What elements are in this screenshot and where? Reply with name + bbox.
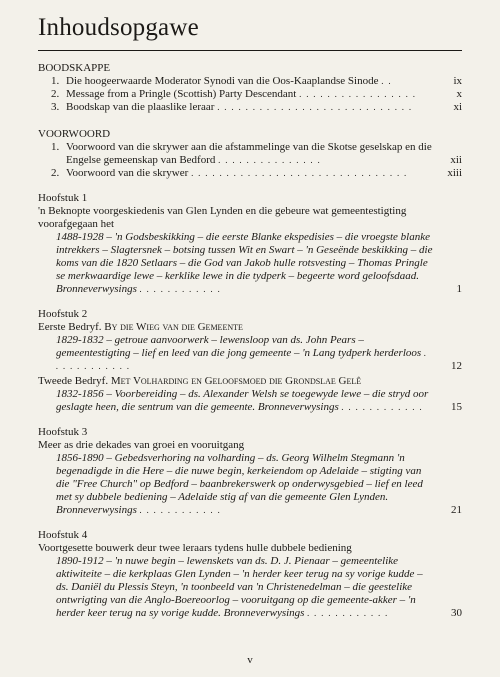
chapter-title-4[interactable]: Voortgesette bouwerk deur twee leraars tydens hulle dubbele bediening — [38, 542, 352, 554]
chapter-description-1 — [38, 231, 462, 296]
page-number: xiii — [447, 167, 462, 179]
act-label: Eerste Bedryf. — [38, 321, 102, 333]
page-number: x — [456, 88, 462, 100]
toc-entry[interactable] — [38, 101, 462, 114]
dot-leader: . . . . . . . . . . . . . . . . . — [299, 89, 417, 99]
chapter-description-4 — [38, 555, 462, 620]
page-number: 15 — [451, 401, 462, 413]
chapter-heading-3: Hoofstuk 3 — [38, 426, 88, 438]
description-text: 1832-1856 – Voorbereiding – ds. Alexander Welsh se toegewyde lewe – die stryd oor geslagte heen, die sentrum van die gemeente. Bronneverwysings — [56, 388, 429, 413]
chapter-heading-2: Hoofstuk 2 — [38, 308, 88, 320]
toc-entry[interactable] — [38, 88, 462, 101]
chapter-heading-1: Hoofstuk 1 — [38, 192, 88, 204]
entry-number: 1. — [51, 141, 60, 153]
description-text: 1856-1890 – Gebedsverhoring na volharding – ds. Georg Wilhelm Stegmann 'n begenadigde in die Here – die nuwe begin, kerkeiendom op Adelaide – stigting van die "Free Church" op Bedford – baanbrekerswerk op onderwysgebied – lief en leed met sy dubbele bediening – Adelaide stig af van die gemeente Glen Lynden. Bronneverwysings — [56, 452, 423, 516]
entry-number: 2. — [51, 167, 60, 179]
chapter-heading-4: Hoofstuk 4 — [38, 529, 88, 541]
chapter-title-3[interactable]: Meer as drie dekades van groei en vooruitgang — [38, 439, 245, 451]
description-text: 1890-1912 – 'n nuwe begin – lewenskets van ds. D. J. Pienaar – gemeentelike aktiwiteite – die kerkplaas Glen Lynden – 'n herder keer terug na sy vorige kudde – ds. Daniël du Plessis Steyn, 'n toonbeeld van 'n Christenedelman – die geestelike ontwrigting van die Anglo-Boereoorlog – vooruitgang op die gemeente-akker – 'n herder keer terug na sy vorige kudde. Bronneverwysings — [56, 555, 423, 619]
act-title-1[interactable] — [38, 321, 462, 334]
dot-leader: . . . . . . . . . . . . . . . . . . . . . . . . . . . . . . . — [191, 168, 408, 178]
title-rule — [38, 50, 462, 51]
entry-number: 1. — [51, 75, 60, 87]
act-description-1 — [38, 334, 462, 373]
entry-text: Message from a Pringle (Scottish) Party Descendant — [66, 88, 297, 100]
entry-text: Boodskap van die plaaslike leraar — [66, 101, 215, 113]
dot-leader: . . . . . . . . . . . . — [56, 348, 428, 371]
section-heading-boodskappe: BOODSKAPPE — [38, 62, 111, 74]
chapter-description-3 — [38, 452, 462, 517]
act-name: Met Volharding en Geloofsmoed die Grondslae Gelê — [110, 375, 362, 387]
entry-text: Die hoogeerwaarde Moderator Synodi van die Oos-Kaaplandse Sinode — [66, 75, 379, 87]
description-text: 1829-1832 – getroue aanvoorwerk – lewensloop van ds. John Pears – gemeentestigting – lief en leed van die jong gemeente – 'n Lang tydperk herderloos — [56, 334, 422, 359]
toc-entry[interactable] — [38, 75, 462, 88]
page-number: 1 — [456, 283, 462, 295]
dot-leader: . . . . . . . . . . . . — [307, 608, 389, 618]
page-number: ix — [453, 75, 462, 87]
dot-leader: . . . . . . . . . . . . — [139, 505, 222, 515]
page-number: xii — [450, 154, 462, 166]
dot-leader: . . . . . . . . . . . . — [341, 402, 424, 412]
page-folio: v — [247, 654, 253, 666]
entry-text: Voorwoord van die skrywer — [66, 167, 189, 179]
dot-leader: . . — [381, 76, 392, 86]
page-number: 30 — [451, 607, 462, 619]
dot-leader: . . . . . . . . . . . . . . . . . . . . . . . . . . . . — [217, 102, 413, 112]
act-title-2[interactable] — [38, 375, 462, 388]
section-heading-voorwoord: VOORWOORD — [38, 128, 111, 140]
entry-text: Voorwoord van die skrywer aan die afstammelinge van die Skotse geselskap en die Engelse gemeenskap van Bedford — [66, 141, 432, 166]
act-name: By die Wieg van die Gemeente — [104, 321, 243, 333]
toc-content — [38, 56, 462, 620]
page-number: 12 — [451, 360, 462, 372]
page-number: xi — [453, 101, 462, 113]
toc-entry[interactable] — [38, 167, 462, 180]
dot-leader: . . . . . . . . . . . . . . . — [218, 155, 322, 165]
page-number: 21 — [451, 504, 462, 516]
page-title: Inhoudsopgawe — [38, 14, 199, 41]
entry-number: 2. — [51, 88, 60, 100]
chapter-title-1[interactable]: 'n Beknopte voorgeskiedenis van Glen Lynden en die gebeure wat gemeentestigting voorafgegaan het — [38, 205, 407, 230]
description-text: 1488-1928 – 'n Godsbeskikking – die eerste Blanke ekspedisies – die vroegste blanke intrekkers – Slagtersnek – botsing tussen Wit en Swart – 'n Geseënde beskikking – die koms van die 1820 Setlaars – die God van Jakob hulle rotsvesting – Thomas Pringle se merkwaardige lewe – kerklike lewe in die tydperk – begeerte word geloofsdaad. Bronneverwysings — [56, 231, 433, 295]
act-description-2 — [38, 388, 462, 414]
toc-entry[interactable] — [38, 141, 462, 167]
entry-number: 3. — [51, 101, 60, 113]
dot-leader: . . . . . . . . . . . . — [139, 284, 222, 294]
act-label: Tweede Bedryf. — [38, 375, 109, 387]
